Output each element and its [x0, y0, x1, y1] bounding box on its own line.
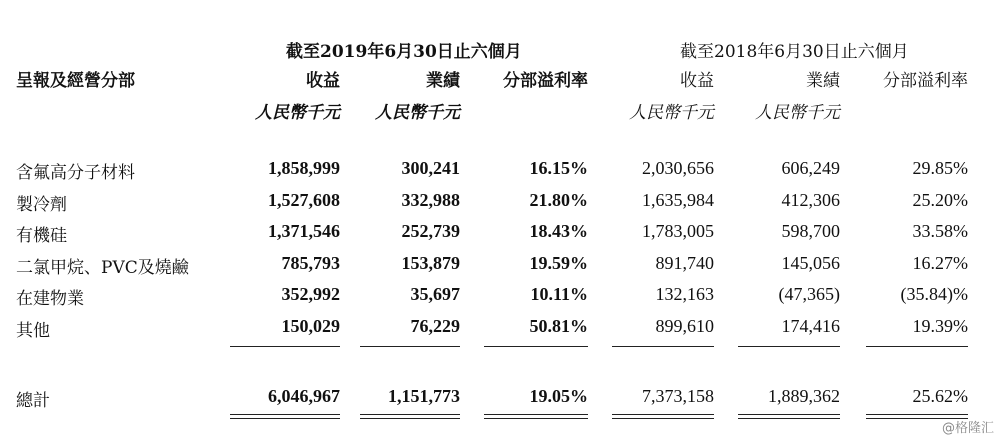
rule-margin-2018 — [866, 346, 968, 347]
cell-revenue-2018: 1,635,984 — [642, 190, 714, 210]
col-margin-2018: 分部溢利率 — [883, 71, 968, 91]
cell-margin-2019: 50.81% — [529, 316, 588, 336]
segment-name: 在建物業 — [16, 289, 84, 309]
watermark: @格隆汇 — [941, 421, 994, 436]
cell-results-2019: 300,241 — [401, 158, 460, 178]
cell-revenue-2018: 891,740 — [655, 253, 714, 273]
cell-revenue-2018: 2,030,656 — [642, 158, 714, 178]
cell-margin-2018: (35.84)% — [900, 284, 968, 304]
cell-margin-2018: 29.85% — [912, 158, 968, 178]
total-results-2018: 1,889,362 — [768, 386, 840, 406]
col-results-2019: 業績 — [426, 71, 460, 91]
segment-name: 其他 — [16, 321, 50, 341]
col-revenue-2019: 收益 — [306, 71, 340, 91]
rule-results-2018 — [738, 346, 840, 347]
unit-results-2019: 人民幣千元 — [375, 103, 460, 123]
double-rule-results-2018 — [738, 414, 840, 419]
cell-margin-2019: 18.43% — [529, 221, 588, 241]
cell-revenue-2019: 1,371,546 — [268, 221, 340, 241]
double-rule-revenue-2018 — [612, 414, 714, 419]
unit-revenue-2018: 人民幣千元 — [629, 103, 714, 123]
cell-results-2019: 252,739 — [401, 221, 460, 241]
total-margin-2019: 19.05% — [529, 386, 588, 406]
cell-revenue-2019: 352,992 — [281, 284, 340, 304]
double-rule-margin-2019 — [484, 414, 588, 419]
rule-revenue-2018 — [612, 346, 714, 347]
segment-name: 製冷劑 — [16, 195, 67, 215]
total-revenue-2018: 7,373,158 — [642, 386, 714, 406]
period-header-2019: 截至2019年6月30日止六個月 — [286, 42, 522, 62]
segment-name: 含氟高分子材料 — [16, 163, 135, 183]
double-rule-revenue-2019 — [230, 414, 340, 419]
cell-margin-2019: 10.11% — [530, 284, 588, 304]
double-rule-results-2019 — [360, 414, 460, 419]
cell-results-2018: 606,249 — [781, 158, 840, 178]
cell-margin-2018: 16.27% — [912, 253, 968, 273]
cell-margin-2019: 19.59% — [529, 253, 588, 273]
cell-results-2018: 174,416 — [781, 316, 840, 336]
cell-margin-2019: 21.80% — [529, 190, 588, 210]
col-revenue-2018: 收益 — [680, 71, 714, 91]
cell-margin-2019: 16.15% — [529, 158, 588, 178]
cell-results-2018: (47,365) — [778, 284, 840, 304]
cell-results-2019: 332,988 — [401, 190, 460, 210]
segment-name: 有機硅 — [16, 226, 67, 246]
col-margin-2019: 分部溢利率 — [503, 71, 588, 91]
cell-revenue-2018: 1,783,005 — [642, 221, 714, 241]
unit-revenue-2019: 人民幣千元 — [255, 103, 340, 123]
cell-margin-2018: 19.39% — [912, 316, 968, 336]
cell-margin-2018: 25.20% — [912, 190, 968, 210]
cell-margin-2018: 33.58% — [912, 221, 968, 241]
cell-revenue-2019: 1,527,608 — [268, 190, 340, 210]
cell-results-2018: 145,056 — [781, 253, 840, 273]
total-margin-2018: 25.62% — [912, 386, 968, 406]
cell-revenue-2018: 899,610 — [655, 316, 714, 336]
total-label: 總計 — [16, 391, 50, 411]
cell-revenue-2018: 132,163 — [655, 284, 714, 304]
cell-results-2018: 412,306 — [781, 190, 840, 210]
unit-results-2018: 人民幣千元 — [755, 103, 840, 123]
period-header-2018: 截至2018年6月30日止六個月 — [680, 42, 909, 62]
cell-revenue-2019: 150,029 — [281, 316, 340, 336]
col-results-2018: 業績 — [806, 71, 840, 91]
segment-name: 二氯甲烷、PVC及燒鹼 — [16, 258, 189, 278]
cell-results-2019: 153,879 — [401, 253, 460, 273]
cell-results-2019: 35,697 — [410, 284, 460, 304]
cell-revenue-2019: 785,793 — [281, 253, 340, 273]
rule-results-2019 — [360, 346, 460, 347]
total-revenue-2019: 6,046,967 — [268, 386, 340, 406]
rule-revenue-2019 — [230, 346, 340, 347]
cell-revenue-2019: 1,858,999 — [268, 158, 340, 178]
segment-column-header: 呈報及經營分部 — [16, 71, 135, 91]
cell-results-2018: 598,700 — [781, 221, 840, 241]
rule-margin-2019 — [484, 346, 588, 347]
cell-results-2019: 76,229 — [410, 316, 460, 336]
total-results-2019: 1,151,773 — [388, 386, 460, 406]
